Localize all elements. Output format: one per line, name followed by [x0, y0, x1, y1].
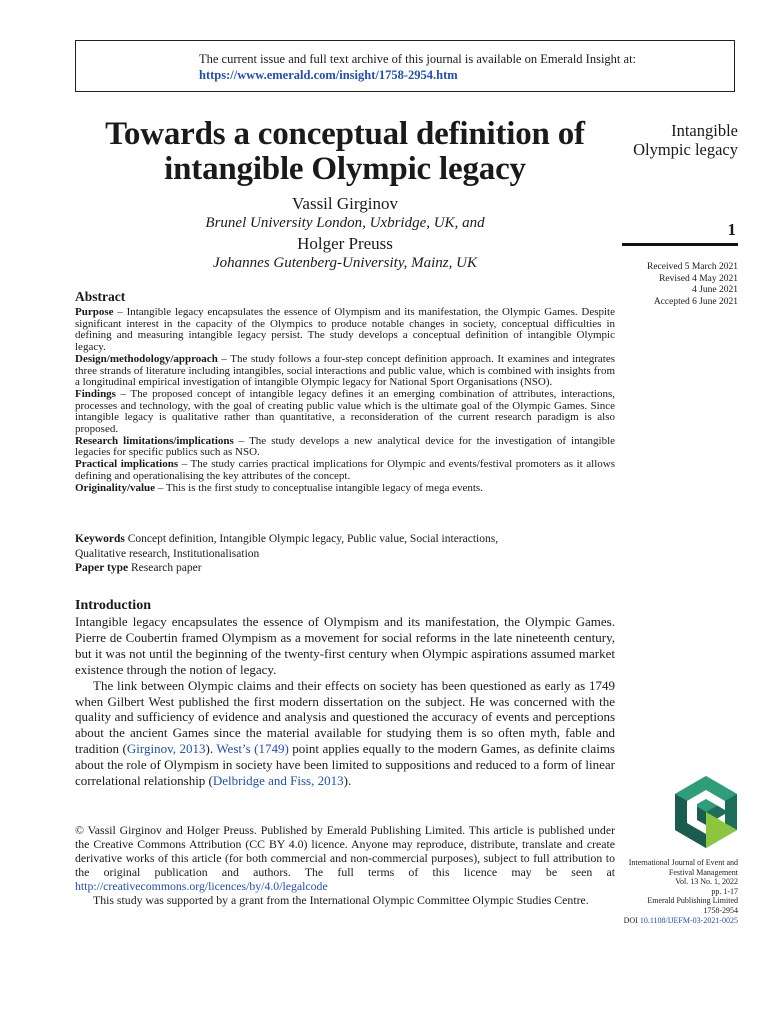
license-text: © Vassil Girginov and Holger Preuss. Published by Emerald Publishing Limited. This article is published under the Creative Commons Attribution (CC BY 4.0) licence. Anyone may reproduce, distribute, translate and create derivative works of this article (for both commercial and non-commercial purposes), subject to full attribution to the original publication and authors. The full terms of this licence may be seen at http://creativecommons.org/licences/by/4.0/legalcode: [75, 823, 615, 893]
journal-pages: pp. 1-17: [711, 886, 738, 896]
abstract-section: [75, 307, 615, 354]
running-title: [633, 121, 738, 159]
paragraph: Intangible legacy encapsulates the essence of Olympism and its manifestation, the Olympic Games. Pierre de Coubertin framed Olympism as a movement for social reforms in the late nineteenth century, but it was not until the beginning of the twenty-first century when Olympic aspirations assumed market existence through the notion of legacy.: [75, 614, 615, 677]
citation-link[interactable]: Delbridge and Fiss, 2013: [212, 773, 344, 789]
funding-note: This study was supported by a grant from the International Olympic Committee Olympic Studies Centre.: [93, 893, 589, 907]
section-text: – This is the first study to conceptualise intangible legacy of mega events.: [155, 481, 483, 494]
accepted-date: Accepted 6 June 2021: [653, 296, 738, 307]
author-affiliation: Johannes Gutenberg-University, Mainz, UK: [213, 255, 477, 271]
license-footnote: [75, 823, 615, 907]
abstract-section: [75, 436, 615, 459]
author-name: Holger Preuss: [297, 234, 393, 253]
section-label: Purpose: [75, 306, 114, 318]
abstract-heading: Abstract: [75, 289, 126, 304]
abstract-section: [75, 483, 615, 495]
journal-archive-link[interactable]: https://www.emerald.com/insight/1758-2954.htm: [199, 68, 458, 82]
abstract-body: [75, 307, 615, 494]
article-title: Towards a conceptual definition of intangible Olympic legacy: [105, 116, 585, 187]
access-notice-box: [75, 40, 735, 92]
keywords: [75, 532, 615, 562]
running-title-line: Intangible: [671, 121, 738, 140]
section-label: Design/methodology/approach: [75, 352, 218, 365]
revised-date: 4 June 2021: [692, 285, 738, 295]
author-affiliation: Brunel University London, Uxbridge, UK, and: [205, 215, 485, 231]
running-title-line: Olympic legacy: [633, 140, 738, 159]
journal-info: [624, 858, 738, 925]
license-link[interactable]: http://creativecommons.org/licences/by/4.0/legalcode: [75, 879, 328, 893]
section-text: – The proposed concept of intangible legacy defines it an emerging combination of attributes, interactions, processes and technology, with the goal of creating public value which is the ultimate goal of the Olympic Games. Since intangible legacy is qualitative rather than quantitative, a reconsideration of the current research paradigm is also proposed.: [75, 387, 615, 436]
margin-divider: [622, 243, 738, 246]
paper-type: [75, 562, 615, 574]
section-label: Research limitations/implications: [75, 434, 234, 447]
journal-volume: Vol. 13 No. 1, 2022: [675, 877, 738, 887]
citation-link[interactable]: West’s (1749): [216, 741, 289, 757]
paper-type-label: Paper type: [75, 562, 129, 574]
introduction-body: [75, 614, 615, 789]
paragraph: The link between Olympic claims and their effects on society has been questioned as early as 1749 when Gilbert West published the first modern dissertation on the subject. He was concerned with the quality and sufficiency of evidence and analysis and questioned the accuracy of events and perceptions about the ancient Games since the material available for studying them is so often myth, fable and tradition (Girginov, 2013). West’s (1749) point applies equally to the modern Games, as definite claims about the role of Olympism in society have been limited to suppositions and reduced to a form of linear correlational relationship (Delbridge and Fiss, 2013).: [75, 677, 615, 789]
issn: 1758-2954: [703, 905, 738, 915]
author-name: Vassil Girginov: [292, 194, 398, 213]
keywords-text: Concept definition, Intangible Olympic legacy, Public value, Social interactions,: [124, 533, 499, 545]
paper-type-text: Research paper: [128, 562, 202, 574]
emerald-logo-icon: [675, 776, 737, 848]
abstract-section: [75, 389, 615, 436]
citation-link[interactable]: Girginov, 2013: [126, 741, 206, 757]
doi-line: DOI 10.1108/IJEFM-03-2021-0025: [623, 915, 738, 925]
section-label: Originality/value: [75, 481, 156, 494]
section-text: – The study carries practical implications for Olympic and events/festival promoters as it allows defining and operationalising the key attributes of the concept.: [75, 458, 615, 482]
received-date: Received 5 March 2021: [646, 262, 738, 272]
introduction-heading: Introduction: [75, 598, 151, 613]
section-label: Practical implications: [75, 458, 179, 471]
revised-date: Revised 4 May 2021: [659, 273, 738, 284]
page-number: 1: [727, 220, 736, 239]
section-label: Findings: [75, 387, 116, 400]
section-text: – The study follows a four-step concept definition approach. It examines and integrates three strands of literature including intangibles, social interactions and public value, which is combined with insights from a longitudinal empirical investigation of intangible Olympic legacy for National Sport Organisations (NSO).: [75, 352, 615, 389]
article-history: [647, 262, 738, 308]
section-text: – The study develops a new analytical device for the investigation of intangible legacies for specific publics such as NSO.: [75, 434, 616, 459]
doi-link[interactable]: 10.1108/IJEFM-03-2021-0025: [639, 915, 738, 925]
publisher: Emerald Publishing Limited: [647, 896, 738, 906]
section-text: – Intangible legacy encapsulates the essence of Olympism and its manifestation, the Olympic Games. Despite significant interest in the capacity of the Olympics to produce notable changes in society, conceptual difficulties in defining and measuring intangible legacy persist. The study develops a conceptual definition of intangible Olympic legacy.: [75, 306, 615, 354]
access-notice-text: The current issue and full text archive of this journal is available on Emerald Insight at:: [199, 52, 637, 66]
keywords-text: Qualitative research, Institutionalisation: [75, 548, 260, 560]
abstract-section: [75, 459, 615, 482]
abstract-section: [75, 354, 615, 389]
journal-name: Festival Management: [668, 867, 738, 877]
keywords-label: Keywords: [75, 533, 125, 545]
journal-name: International Journal of Event and: [628, 858, 738, 867]
author-block: [150, 193, 540, 273]
